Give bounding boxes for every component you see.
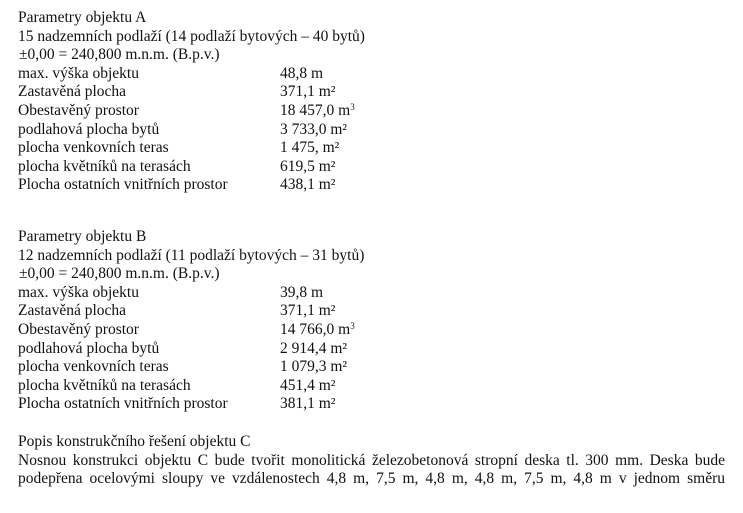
- object-a-params: [18, 65, 365, 195]
- param-value: 371,1 m²: [280, 83, 336, 101]
- object-a-heading: Parametry objektu A: [18, 9, 147, 26]
- param-unit-superscript: 3: [350, 320, 355, 331]
- param-value: 39,8 m: [280, 283, 324, 301]
- object-b-level: ±0,00 = 240,800 m.n.m. (B.p.v.): [19, 265, 220, 283]
- param-label: plocha venkovních teras: [18, 358, 169, 376]
- object-a-floors: 15 nadzemních podlaží (14 podlaží bytových – 40 bytů): [18, 27, 365, 45]
- param-value: 18 457,0 m: [280, 101, 351, 119]
- object-a-level: ±0,00 = 240,800 m.n.m. (B.p.v.): [19, 46, 220, 64]
- param-row: [18, 358, 364, 377]
- param-row: [18, 121, 365, 140]
- object-c-text-line: podepřena ocelovými sloupy ve vzdálenostech 4,8 m, 7,5 m, 4,8 m, 4,8 m, 7,5 m, 4,8 m v jednom směru: [18, 470, 725, 488]
- param-value: 2 914,4 m²: [280, 339, 348, 357]
- param-row: [18, 176, 365, 195]
- param-value: 14 766,0 m: [280, 320, 351, 338]
- param-label: Zastavěná plocha: [18, 83, 127, 101]
- param-row: [18, 284, 364, 303]
- param-value: 1 079,3 m²: [280, 358, 348, 376]
- param-label: Obestavěný prostor: [18, 101, 139, 119]
- object-b-heading: Parametry objektu B: [18, 228, 147, 245]
- param-label: max. výška objektu: [18, 283, 139, 301]
- param-row: [18, 139, 365, 158]
- object-c-heading: Popis konstrukčního řešení objektu C: [18, 433, 251, 450]
- param-label: Plocha ostatních vnitřních prostor: [18, 176, 228, 194]
- param-value: 1 475, m²: [280, 139, 340, 157]
- param-row: [18, 395, 364, 414]
- param-row: [18, 302, 364, 321]
- param-label: Obestavěný prostor: [18, 320, 139, 338]
- object-b-params: [18, 284, 364, 414]
- object-b-section: [18, 228, 364, 414]
- param-label: podlahová plocha bytů: [18, 120, 160, 138]
- param-value: 619,5 m²: [280, 157, 336, 175]
- param-row: [18, 102, 365, 121]
- param-value: 3 733,0 m²: [280, 120, 348, 138]
- param-value: 438,1 m²: [280, 176, 336, 194]
- param-label: Plocha ostatních vnitřních prostor: [18, 395, 228, 413]
- param-row: [18, 158, 365, 177]
- param-row: [18, 340, 364, 359]
- param-row: [18, 377, 364, 396]
- param-value: 371,1 m²: [280, 302, 336, 320]
- object-c-text-line: Nosnou konstrukci objektu C bude tvořit monolitická železobetonová stropní deska tl. 300 mm. Deska bude: [18, 451, 725, 469]
- param-row: [18, 65, 365, 84]
- param-value: 381,1 m²: [280, 395, 336, 413]
- param-unit-superscript: 3: [350, 101, 355, 112]
- param-label: max. výška objektu: [18, 64, 139, 82]
- param-value: 48,8 m: [280, 64, 324, 82]
- object-b-floors: 12 nadzemních podlaží (11 podlaží bytových – 31 bytů): [18, 246, 365, 264]
- param-label: plocha květníků na terasách: [18, 376, 191, 394]
- param-value: 451,4 m²: [280, 376, 336, 394]
- param-label: Zastavěná plocha: [18, 302, 127, 320]
- param-row: [18, 83, 365, 102]
- param-label: podlahová plocha bytů: [18, 339, 160, 357]
- param-label: plocha venkovních teras: [18, 139, 169, 157]
- param-row: [18, 321, 364, 340]
- object-a-section: [18, 9, 365, 195]
- object-c-section: [18, 433, 725, 489]
- param-label: plocha květníků na terasách: [18, 157, 191, 175]
